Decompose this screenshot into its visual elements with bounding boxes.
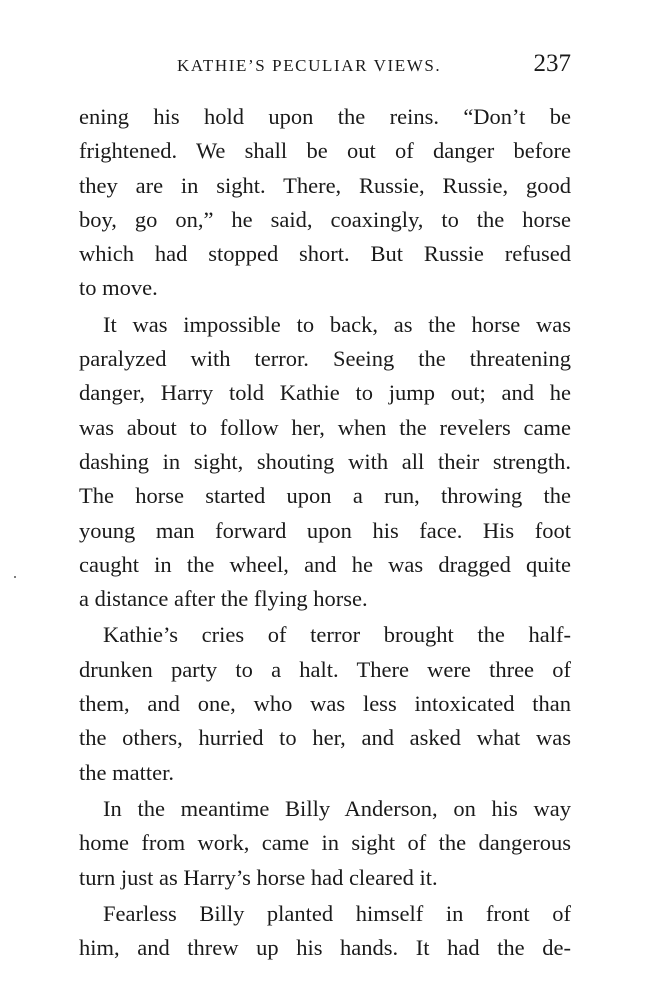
text-line: Kathie’s cries of terror brought the half- bbox=[103, 622, 571, 648]
text-line: to move. bbox=[79, 275, 158, 301]
paragraph bbox=[79, 897, 571, 966]
text-line: young man forward upon his face. His foot bbox=[79, 517, 571, 543]
text-line: home from work, came in sight of the dangerous bbox=[79, 830, 571, 856]
paper-speck bbox=[14, 576, 16, 578]
text-line: danger, Harry told Kathie to jump out; and he bbox=[79, 380, 571, 406]
text-line: dashing in sight, shouting with all their strength. bbox=[79, 448, 571, 474]
text-line: they are in sight. There, Russie, Russie, good bbox=[79, 172, 571, 198]
text-line: paralyzed with terror. Seeing the threatening bbox=[79, 346, 571, 372]
text-line: the others, hurried to her, and asked what was bbox=[79, 725, 571, 751]
text-line: frightened. We shall be out of danger before bbox=[79, 138, 571, 164]
running-title: KATHIE’S PECULIAR VIEWS. bbox=[177, 56, 442, 75]
text-line: was about to follow her, when the revelers came bbox=[79, 414, 571, 440]
text-line: boy, go on,” he said, coaxingly, to the horse bbox=[79, 206, 571, 232]
text-line: The horse started upon a run, throwing the bbox=[79, 483, 571, 509]
text-line: Fearless Billy planted himself in front of bbox=[103, 900, 571, 926]
text-line: In the meantime Billy Anderson, on his way bbox=[103, 795, 571, 821]
paragraph bbox=[79, 618, 571, 789]
paragraph bbox=[79, 792, 571, 895]
paragraph bbox=[79, 100, 571, 306]
text-line: It was impossible to back, as the horse was bbox=[103, 311, 571, 337]
text-line: caught in the wheel, and he was dragged quite bbox=[79, 551, 571, 577]
text-line: turn just as Harry’s horse had cleared it. bbox=[79, 864, 438, 890]
paragraph bbox=[79, 308, 571, 617]
text-line: ening his hold upon the reins. “Don’t be bbox=[79, 104, 571, 129]
text-line: drunken party to a halt. There were three of bbox=[79, 656, 571, 682]
body-text bbox=[79, 100, 571, 965]
text-line: them, and one, who was less intoxicated than bbox=[79, 691, 571, 717]
text-line: a distance after the flying horse. bbox=[79, 586, 368, 612]
text-line: which had stopped short. But Russie refused bbox=[79, 241, 571, 267]
running-head bbox=[79, 50, 571, 84]
page-number: 237 bbox=[533, 50, 571, 77]
text-line: the matter. bbox=[79, 759, 174, 785]
text-line: him, and threw up his hands. It had the de- bbox=[79, 935, 571, 961]
